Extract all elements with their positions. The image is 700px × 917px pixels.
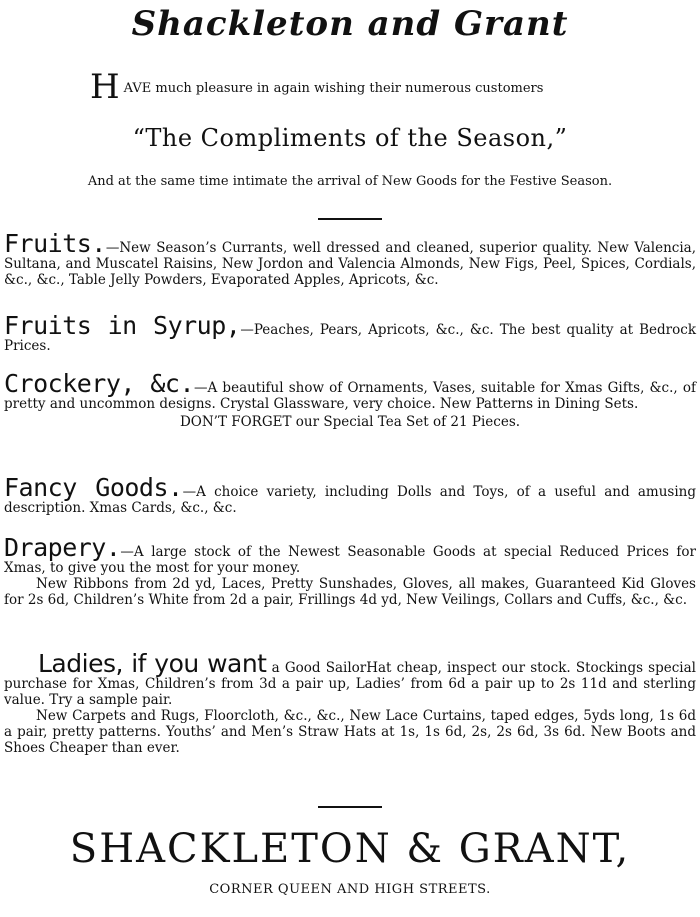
ladies-text-2: New Carpets and Rugs, Floorcloth, &c., &c., New Lace Curtains, taped edges, 5yds long, 1s 6d a pair, pretty patterns. Youths’ and Men’s Straw Hats at 1s, 1s 6d, 2s, 2s 6d, 3s 6d. New Boots and Shoes Cheaper than ever. xyxy=(4,708,696,756)
crockery-heading: Crockery, &c. xyxy=(4,369,195,398)
syrup-text: —Peaches, Pears, Apricots, &c., &c. The best quality at Bedrock Prices. xyxy=(4,322,696,354)
footer-business-name: SHACKLETON & GRANT, xyxy=(69,826,631,872)
ladies-text: a Good SailorHat cheap, inspect our stock. Stockings special purchase for Xmas, Children’s from 3d a pair up, Ladies’ from 6d a pair up to 2s 11d and sterling value. Try a sample pair. xyxy=(4,660,696,708)
section-fruits xyxy=(4,229,696,288)
intro-dropcap: H xyxy=(90,67,120,107)
intro-text: AVE much pleasure in again wishing their numerous customers xyxy=(123,81,544,96)
footer-address: CORNER QUEEN AND HIGH STREETS. xyxy=(209,882,491,897)
crockery-text: —A beautiful show of Ornaments, Vases, suitable for Xmas Gifts, &c., of pretty and uncommon designs. Crystal Glassware, very choice. New Patterns in Dining Sets. xyxy=(4,380,696,412)
fruits-text: —New Season’s Currants, well dressed and cleaned, superior quality. New Valencia, Sultana, and Muscatel Raisins, New Jordon and Valencia Almonds, New Figs, Peel, Spices, Cordials, &c., &c., Table Jelly Powders, Evaporated Apples, Apricots, &c. xyxy=(4,240,696,288)
fancy-text: —A choice variety, including Dolls and Toys, of a useful and amusing description. Xmas Cards, &c., &c. xyxy=(4,484,696,516)
section-drapery xyxy=(4,533,696,608)
section-fancy-goods xyxy=(4,473,696,516)
page-title: Shackleton and Grant xyxy=(131,4,569,44)
section-crockery xyxy=(4,369,696,430)
fancy-heading: Fancy Goods. xyxy=(4,473,183,502)
divider-top xyxy=(318,218,382,220)
divider-bottom xyxy=(318,806,382,808)
compliments-heading: “The Compliments of the Season,” xyxy=(132,124,568,152)
section-fruits-in-syrup xyxy=(4,311,696,354)
drapery-text: —A large stock of the Newest Seasonable Goods at special Reduced Prices for Xmas, to give you the most for your money. xyxy=(4,544,696,576)
ladies-heading: Ladies, if you want xyxy=(38,649,267,678)
drapery-heading: Drapery. xyxy=(4,533,121,562)
syrup-heading: Fruits in Syrup, xyxy=(4,311,241,340)
fruits-heading: Fruits. xyxy=(4,229,106,258)
crockery-notice: DON’T FORGET our Special Tea Set of 21 Pieces. xyxy=(179,414,521,430)
section-ladies xyxy=(4,649,696,756)
announcement-line: And at the same time intimate the arrival of New Goods for the Festive Season. xyxy=(87,174,613,189)
drapery-text-2: New Ribbons from 2d yd, Laces, Pretty Sunshades, Gloves, all makes, Guaranteed Kid Gloves for 2s 6d, Children’s White from 2d a pair, Frillings 4d yd, New Veilings, Collars and Cuffs, &c., &c. xyxy=(4,576,696,608)
intro-line xyxy=(90,67,690,107)
